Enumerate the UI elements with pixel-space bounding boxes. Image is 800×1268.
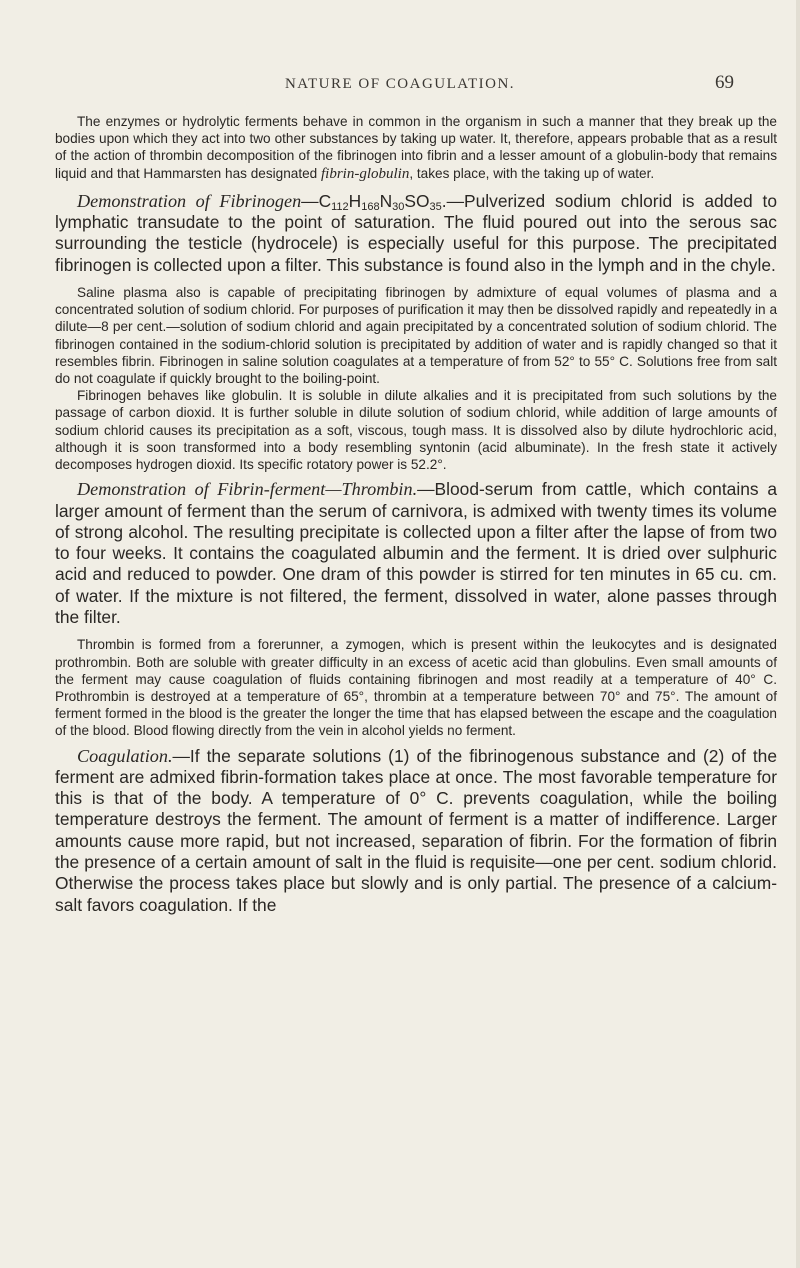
paragraph-saline-plasma: Saline plasma also is capable of precipitating fibrinogen by admixture of equal volumes of plasma and a concentrated solution of sodium chlorid. For purposes of purification it may then be dissolved rapidly and repeatedly in a dilute—8 per cent.—solution of sodium chlorid and again precipitated by a concentrated solution of sodium chlorid. The fibrinogen contained in the sodium-chlorid solution is precipitated by addition of water and is rapidly changed so that it resembles fibrin. Fibrinogen in saline solution coagulates at a temperature of from 52° to 55° C. Solutions free from salt do not coagulate if quickly brought to the boiling-point. xyxy=(55,285,777,387)
paragraph-text: —Blood-serum from cattle, which contains a larger amount of ferment than the serum of carnivora, is admixed with twenty times its volume of strong alcohol. The resulting precipitate is collected upon a filter after the lapse of from two to four weeks. It contains the coagulated albumin and the ferment. It is dried over sulphuric acid and reduced to powder. One dram of this powder is stirred for ten minutes in 65 cu. cm. of water. If the mixture is not filtered, the ferment, dissolved in water, alone passes through the filter. xyxy=(55,479,777,628)
paragraph-enzymes xyxy=(55,113,777,183)
paragraph-coagulation xyxy=(55,746,777,916)
paragraph-text: The enzymes or hydrolytic ferments behave in common in the organism in such a manner that they break up the bodies upon which they act into two other substances by taking up water. It, therefore, appears probable that as a result of the action of thrombin decomposition of the fibrinogen into fibrin and a lesser amount of a globulin-body that remains liquid and that Hammarsten has designated xyxy=(55,114,777,181)
page-number: 69 xyxy=(715,72,734,93)
paragraph-fibrinogen-globulin: Fibrinogen behaves like globulin. It is soluble in dilute alkalies and it is precipitated from such solutions by the passage of carbon dioxid. It is further soluble in dilute solution of sodium chlorid, while addition of large amounts of sodium chlorid causes its precipitation as a soft, viscous, tough mass. It is dissolved also by dilute hydrochloric acid, although it is soon transformed into a body resembling syntonin (acid albuminate). In the fresh state it actively decomposes hydrogen dioxid. Its specific rotatory power is 52.2°. xyxy=(55,388,777,473)
section-heading: Demonstration of Fibrinogen xyxy=(77,190,302,211)
paragraph-text: .—Pulverized sodium chlorid is added to lymphatic transudate to the point of saturation. The fluid poured out into the serous sac surrounding the testicle (hydrocele) is especially useful for this purpose. The precipitated fibrinogen is collected upon a filter. This substance is found also in the lymph and in the chyle. xyxy=(55,190,777,275)
paragraph-text: —If the separate solutions (1) of the fibrinogenous substance and (2) of the ferment are admixed fibrin-formation takes place at once. The most favorable temperature for this is that of the body. A temperature of 0° C. prevents coagulation, while the boiling temperature destroys the ferment. The amount of ferment is a matter of indifference. Larger amounts cause more rapid, but not increased, separation of fibrin. For the formation of fibrin the presence of a certain amount of salt in the fluid is requisite—one per cent. sodium chlorid. Otherwise the process takes place but slowly and is only partial. The presence of a calcium-salt favors coagulation. If the xyxy=(55,745,777,915)
paragraph-thrombin-formation: Thrombin is formed from a forerunner, a zymogen, which is present within the leukocytes and is designated prothrombin. Both are soluble with greater difficulty in an excess of acetic acid than globulins. Even small amounts of the ferment may cause coagulation of fluids containing fibrinogen and most readily at a temperature of 40° C. Prothrombin is destroyed at a temperature of 65°, thrombin at a temperature between 70° and 75°. The amount of ferment formed in the blood is the greater the longer the time that has elapsed between the escape and the coagulation of the blood. Blood flowing directly from the vein in alcohol yields no ferment. xyxy=(55,637,777,739)
running-head-title: NATURE OF COAGULATION. xyxy=(284,76,516,92)
running-head xyxy=(0,72,800,98)
section-heading: Demonstration of Fibrin-ferment—Thrombin. xyxy=(77,479,418,500)
paragraph-fibrinogen-demo xyxy=(55,191,777,276)
paragraph-text: , takes place, with the taking up of water. xyxy=(409,165,655,181)
chemical-formula: $—C_{112}H_{168}N_{30}SO_{35}$ xyxy=(301,190,442,213)
page-edge xyxy=(796,0,800,1268)
section-heading: Coagulation. xyxy=(77,745,173,766)
italic-term: fibrin-globulin xyxy=(321,165,410,182)
page-body xyxy=(55,113,777,916)
paragraph-thrombin-demo xyxy=(55,479,777,628)
